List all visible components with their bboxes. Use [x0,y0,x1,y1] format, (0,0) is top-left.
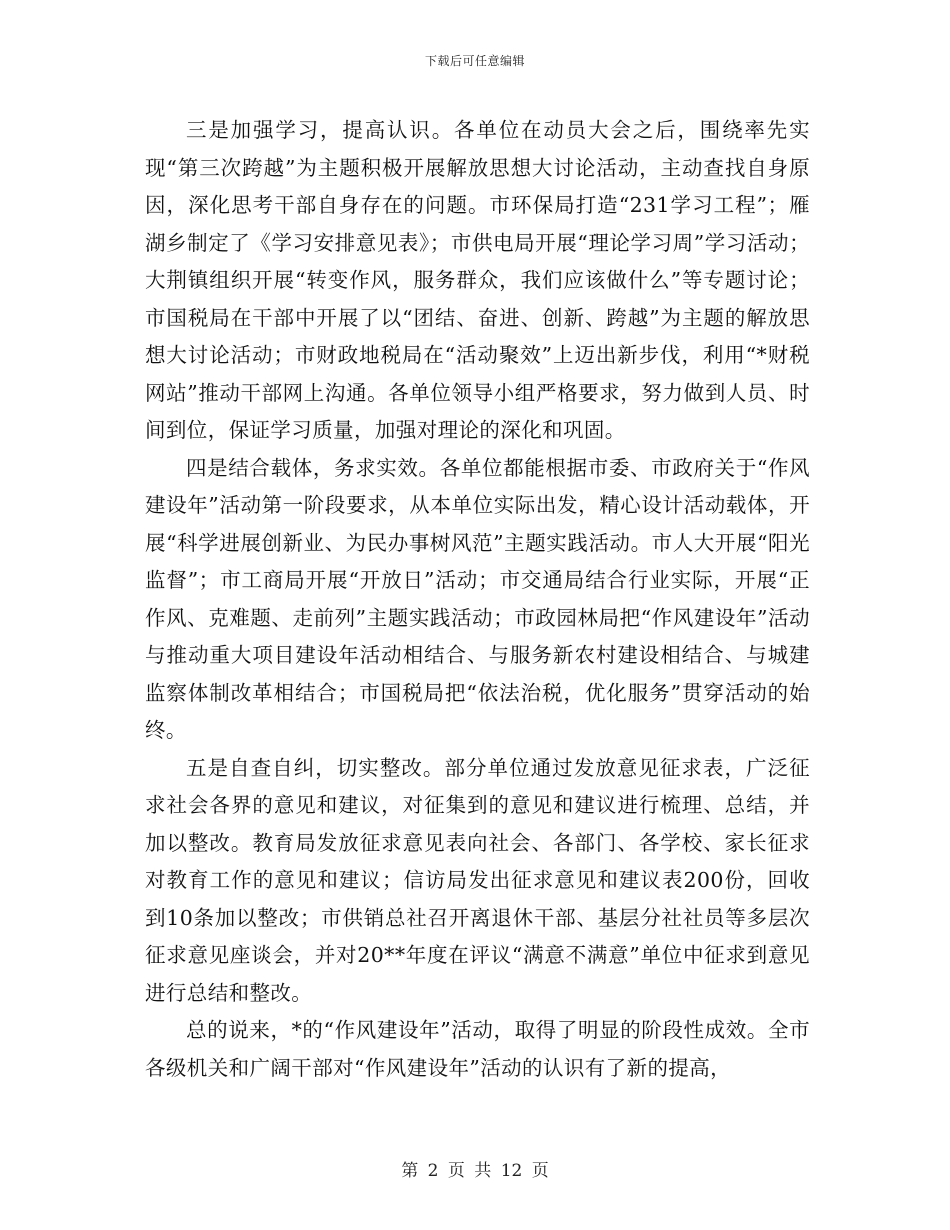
document-body [145,112,810,1087]
paragraph-self-check: 五是自查自纠，切实整改。部分单位通过发放意见征求表，广泛征求社会各界的意见和建议，对征集到的意见和建议进行梳理、总结，并加以整改。教育局发放征求意见表向社会、各部门、各学校、家长征求对教育工作的意见和建议；信访局发出征求意见和建议表200份，回收到10条加以整改；市供销总社召开离退休干部、基层分社社员等多层次征求意见座谈会，并对20**年度在评议“满意不满意”单位中征求到意见进行总结和整改。 [145,755,810,1005]
page-header: 下载后可任意编辑 [424,54,525,68]
paragraph-carrier: 四是结合载体，务求实效。各单位都能根据市委、市政府关于“作风建设年”活动第一阶段要求，从本单位实际出发，精心设计活动载体，开展“科学进展创新业、为民办事树风范”主题实践活动。市人大开展“阳光监督”；市工商局开展“开放日”活动；市交通局结合行业实际，开展“正作风、克难题、走前列”主题实践活动；市政园林局把“作风建设年”活动与推动重大项目建设年活动相结合、与服务新农村建设相结合、与城建监察体制改革相结合；市国税局把“依法治税，优化服务”贯穿活动的始终。 [145,455,810,742]
paragraph-study: 三是加强学习，提高认识。各单位在动员大会之后，围绕率先实现“第三次跨越”为主题积极开展解放思想大讨论活动，主动查找自身原因，深化思考干部自身存在的问题。市环保局打造“231学习工程”；雁湖乡制定了《学习安排意见表》；市供电局开展“理论学习周”学习活动；大荆镇组织开展“转变作风，服务群众，我们应该做什么”等专题讨论；市国税局在干部中开展了以“团结、奋进、创新、跨越”为主题的解放思想大讨论活动；市财政地税局在“活动聚效”上迈出新步伐，利用“*财税网站”推动干部网上沟通。各单位领导小组严格要求，努力做到人员、时间到位，保证学习质量，加强对理论的深化和巩固。 [145,118,810,442]
paragraph-summary: 总的说来，*的“作风建设年”活动，取得了明显的阶段性成效。全市各级机关和广阔干部对“作风建设年”活动的认识有了新的提高， [145,1018,810,1080]
page-footer: 第 2 页 共 12 页 [401,1161,549,1181]
